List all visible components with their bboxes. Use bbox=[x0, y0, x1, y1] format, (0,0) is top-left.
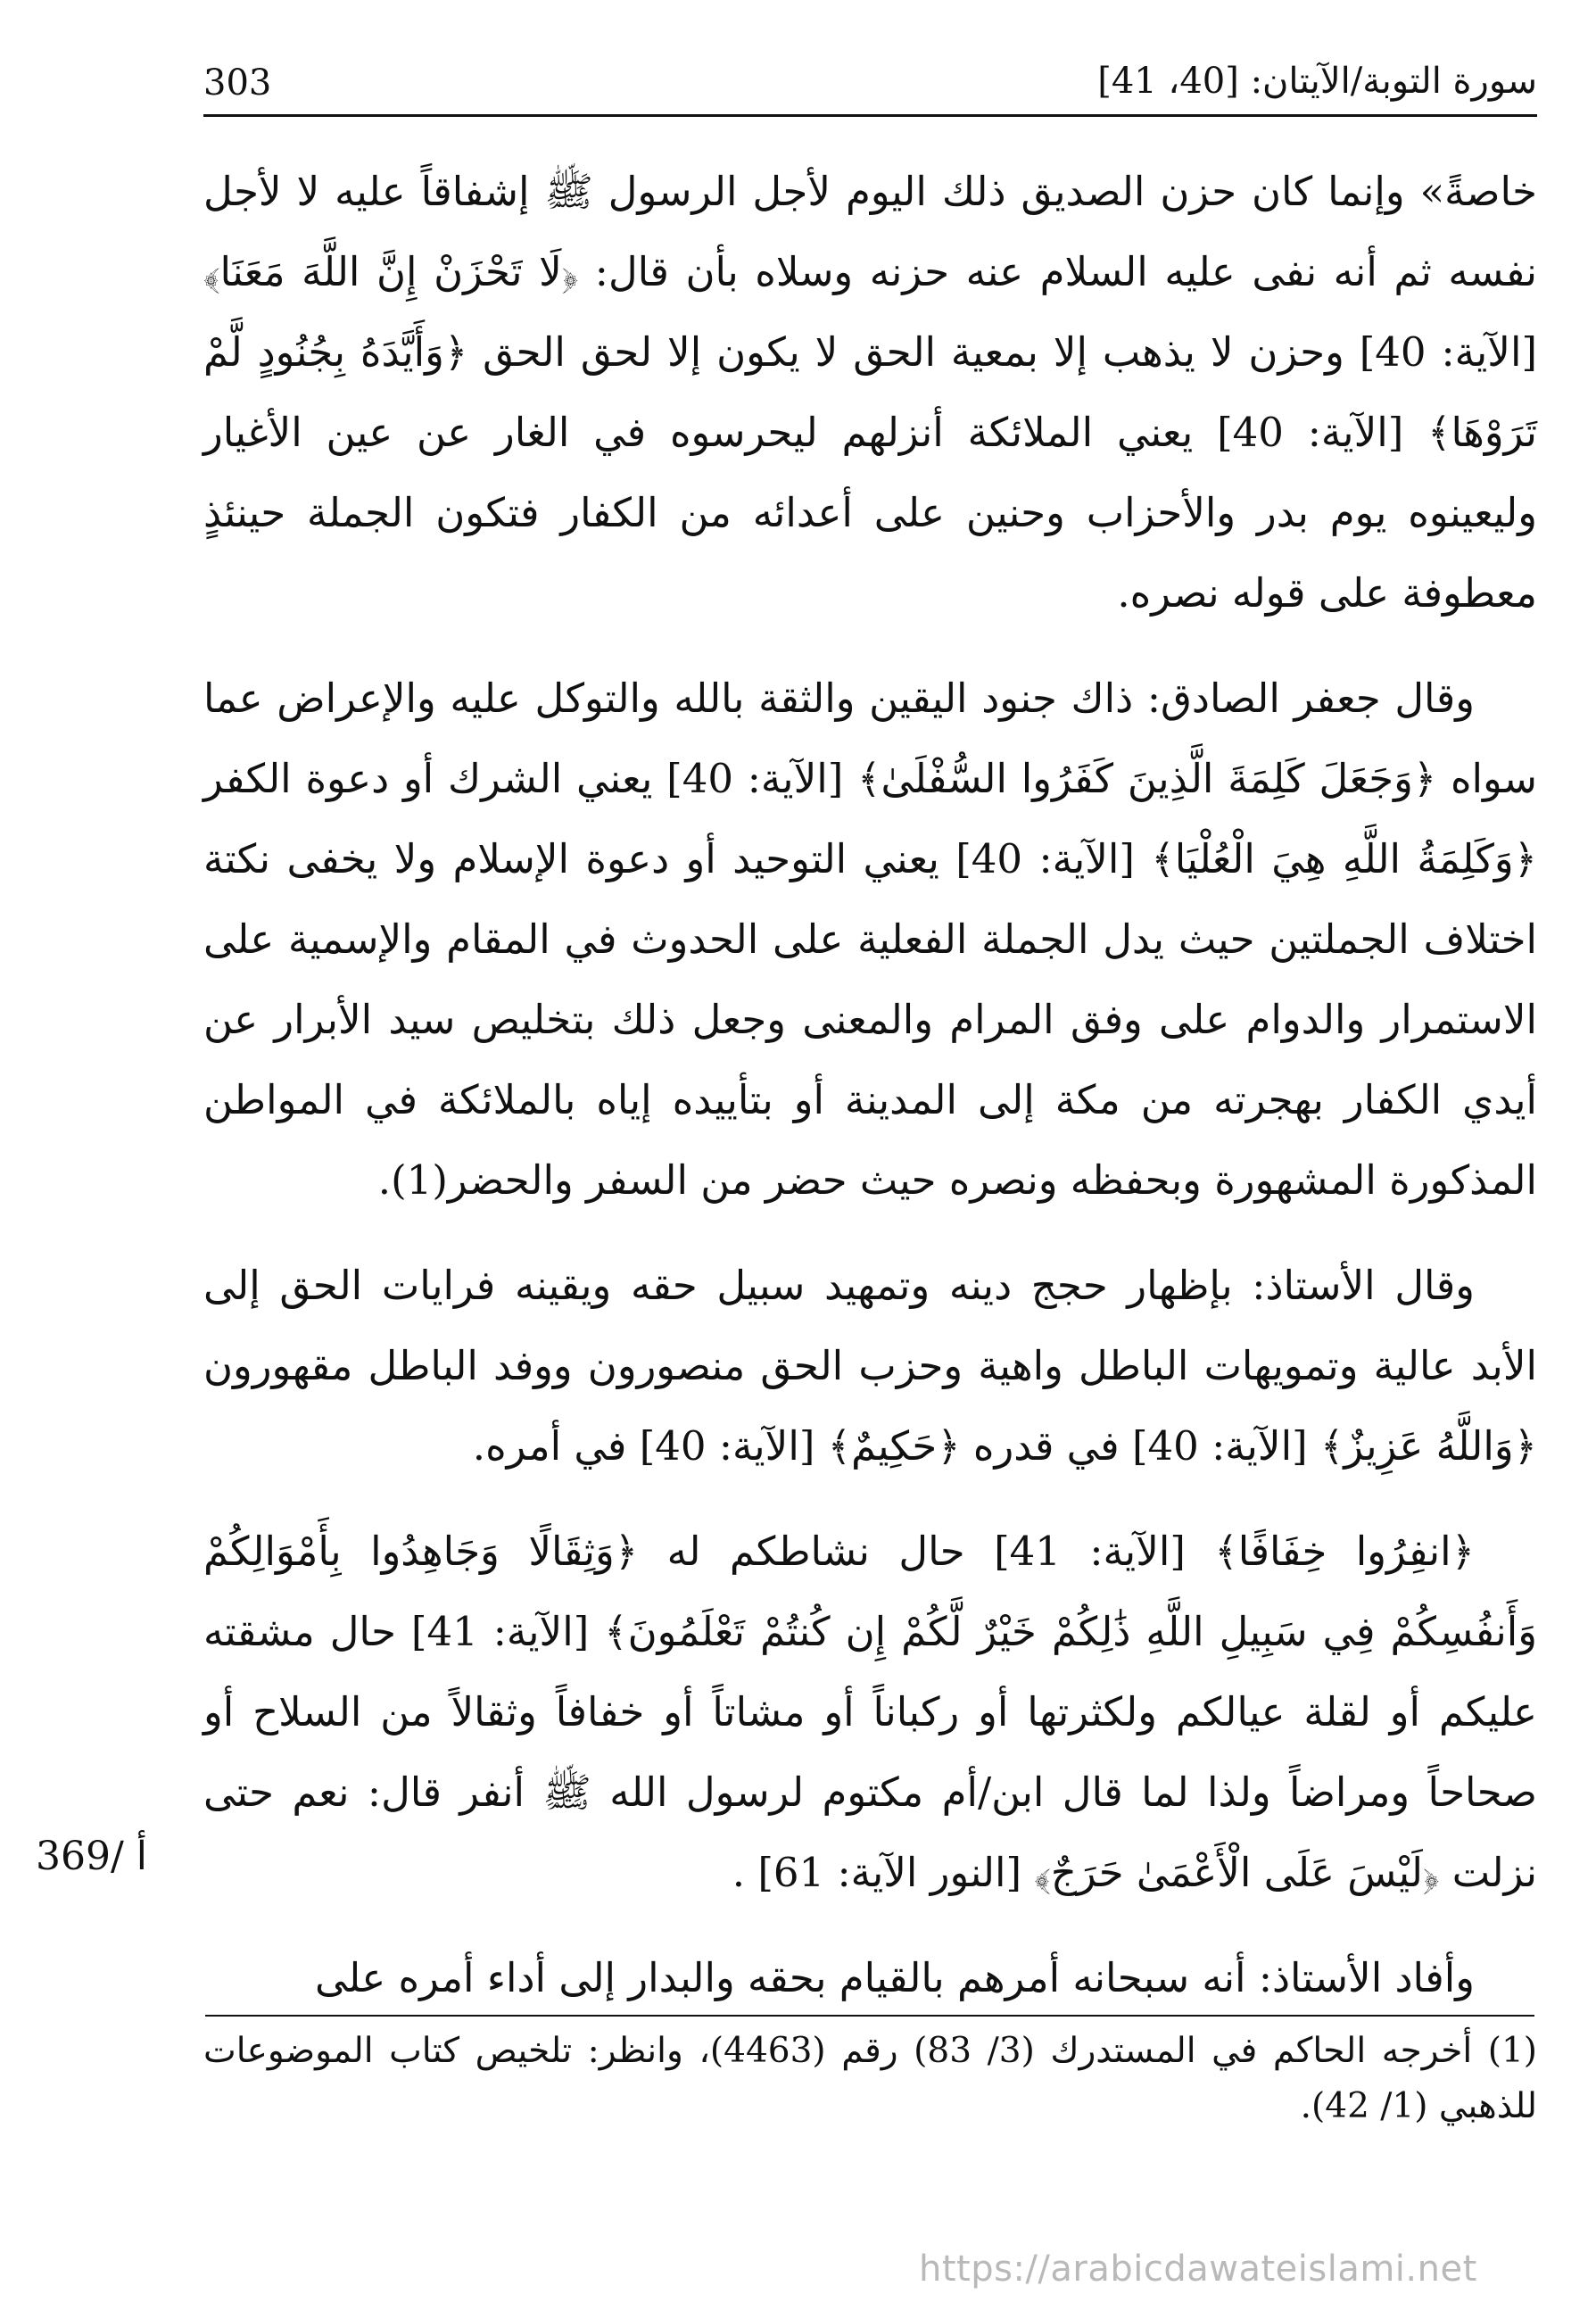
running-head: سورة التوبة/الآيتان: [40، 41] bbox=[1097, 61, 1537, 102]
header-rule bbox=[203, 114, 1537, 117]
footnotes bbox=[203, 2024, 1537, 2134]
page-number: 303 bbox=[203, 62, 272, 104]
paragraph-2: وقال جعفر الصادق: ذاك جنود اليقين والثقة بالله والتوكل عليه والإعراض عما سواه ﴿وَجَعَلَ كَلِمَةَ الَّذِينَ كَفَرُوا السُّفْلَىٰ﴾ [الآية: 40] يعني الشرك أو دعوة الكفر ﴿وَكَلِمَةُ اللَّهِ هِيَ الْعُلْيَا﴾ [الآية: 40] يعني التوحيد أو دعوة الإسلام ولا يخفى نكتة اختلاف الجملتين حيث يدل الجملة الفعلية على الحدوث في المقام والإسمية على الاستمرار والدوام على وفق المرام والمعنى وجعل ذلك بتخليص سيد الأبرار عن أيدي الكفار بهجرته من مكة إلى المدينة أو بتأييده إياه بالملائكة في المواطن المذكورة المشهورة وبحفظه ونصره حيث حضر من السفر والحضر(1). bbox=[203, 675, 1538, 1204]
footnote-1: (1) أخرجه الحاكم في المستدرك (3/ 83) رقم (4463)، وانظر: تلخيص كتاب الموضوعات للذهبي (1/ 42). bbox=[203, 2031, 1537, 2126]
manuscript-folio-marker: 369/ أ bbox=[36, 1834, 148, 1879]
body-text bbox=[203, 152, 1537, 2043]
paragraph-1: خاصةً» وإنما كان حزن الصديق ذلك اليوم لأجل الرسول ﷺ إشفاقاً عليه لا لأجل نفسه ثم أنه نفى عليه السلام عنه حزنه وسلاه بأن قال: ﴿لَا تَحْزَنْ إِنَّ اللَّهَ مَعَنَا﴾ [الآية: 40] وحزن لا يذهب إلا بمعية الحق لا يكون إلا لحق الحق ﴿وَأَيَّدَهُ بِجُنُودٍ لَّمْ تَرَوْهَا﴾ [الآية: 40] يعني الملائكة أنزلهم ليحرسوه في الغار عن عين الأغيار وليعينوه يوم بدر والأحزاب وحنين على أعدائه من الكفار فتكون الجملة حينئذٍ معطوفة على قوله نصره. bbox=[203, 168, 1538, 617]
watermark-url: https://arabicdawateislami.net bbox=[919, 2249, 1477, 2290]
page-header bbox=[203, 55, 1537, 118]
paragraph-5: وأفاد الأستاذ: أنه سبحانه أمرهم بالقيام بحقه والبدار إلى أداء أمره على bbox=[314, 1954, 1475, 2001]
paragraph-4: ﴿انفِرُوا خِفَافًا﴾ [الآية: 41] حال نشاطكم له ﴿وَثِقَالًا وَجَاهِدُوا بِأَمْوَالِكُمْ وَأَنفُسِكُمْ فِي سَبِيلِ اللَّهِ ذَٰلِكُمْ خَيْرٌ لَّكُمْ إِن كُنتُمْ تَعْلَمُونَ﴾ [الآية: 41] حال مشقته عليكم أو لقلة عيالكم ولكثرتها أو ركباناً أو مشاتاً أو خفافاً وثقالاً من السلاح أو صحاحاً ومراضاً ولذا لما قال ابن/أم مكتوم لرسول الله ﷺ أنفر قال: نعم حتى نزلت ﴿لَيْسَ عَلَى الْأَعْمَىٰ حَرَجٌ﴾ [النور الآية: 61] . bbox=[203, 1528, 1538, 1896]
paragraph-3: وقال الأستاذ: بإظهار حجج دينه وتمهيد سبيل حقه ويقينه فرايات الحق إلى الأبد عالية وتمويهات الباطل واهية وحزب الحق منصورون ووفد الباطل مقهورون ﴿وَاللَّهُ عَزِيزٌ﴾ [الآية: 40] في قدره ﴿حَكِيمٌ﴾ [الآية: 40] في أمره. bbox=[203, 1262, 1537, 1470]
footnote-rule bbox=[205, 2015, 1534, 2017]
